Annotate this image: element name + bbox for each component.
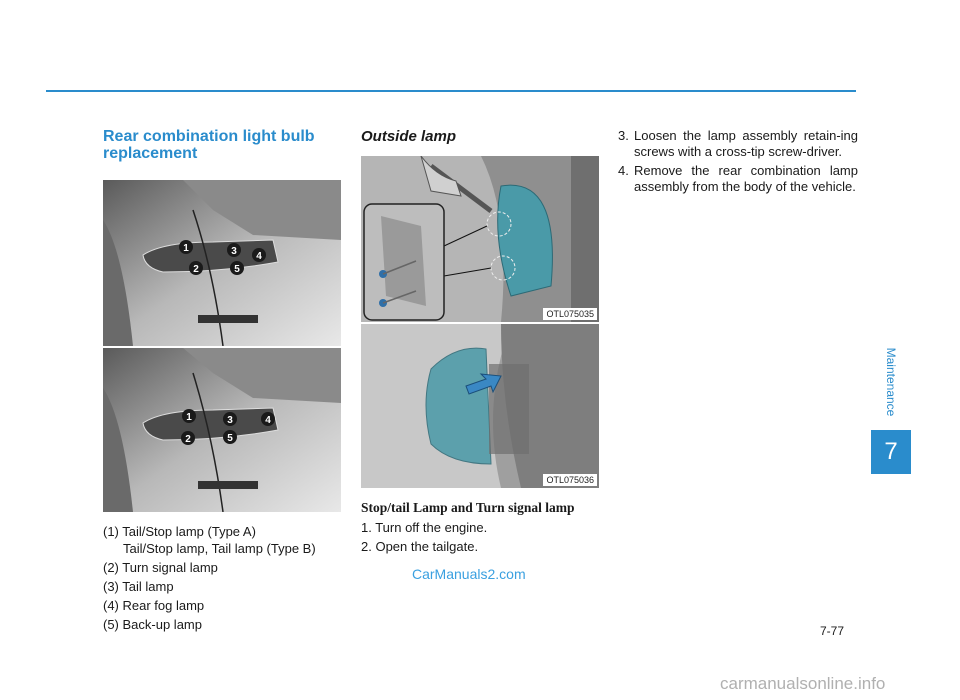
footer-watermark: carmanualsonline.info [720,674,886,693]
step-4 [618,163,858,194]
callout-3: 3 [231,246,237,257]
step-3-text: Loosen the lamp assembly retain-ing screws with a cross-tip screw-driver. [634,128,858,159]
figure-group-type-a-b [103,180,343,512]
section-heading: Rear combination light bulb replacement [103,128,315,162]
figure-code-2: OTL075036 [543,474,597,486]
figure-rear-lamp-type-a [103,180,341,346]
step-4-text: Remove the rear combination lamp assembly from the body of the vehicle. [634,163,858,194]
chapter-side-tab [871,340,911,424]
svg-text:1: 1 [186,412,192,423]
column-right [618,128,858,198]
step-3 [618,128,858,159]
caption-5: (5) Back-up lamp [103,617,202,632]
chapter-number-badge: 7 [871,430,911,474]
caption-1: (1) Tail/Stop lamp (Type A) [103,524,256,539]
step-1: 1. Turn off the engine. [361,520,488,535]
callout-2: 2 [193,264,199,275]
steps-right [618,128,858,194]
column-left [103,128,343,634]
figure-remove-screws [361,156,599,322]
callout-5: 5 [234,264,240,275]
svg-text:4: 4 [265,415,271,426]
step-3-number: 3. [618,128,629,143]
page-number: 7-77 [820,624,845,638]
svg-text:3: 3 [227,415,233,426]
caption-3: (3) Tail lamp [103,579,174,594]
figure-code-1: OTL075035 [543,308,597,320]
figure-remove-lamp-assembly [361,322,599,488]
column-middle [361,128,601,556]
callout-1: 1 [183,243,189,254]
figure-group-outside [361,156,601,488]
caption-2: (2) Turn signal lamp [103,560,218,575]
svg-text:5: 5 [227,433,233,444]
figure-captions [103,522,343,634]
steps-left [361,518,601,556]
outside-lamp-heading: Outside lamp [361,128,457,145]
header-rule [46,90,856,92]
figure-rear-lamp-type-b [103,346,341,512]
svg-text:2: 2 [185,434,191,445]
watermark-text: CarManuals2.com [412,566,526,582]
stop-tail-lamp-title: Stop/tail Lamp and Turn signal lamp [361,500,575,515]
caption-4: (4) Rear fog lamp [103,598,205,613]
step-4-number: 4. [618,163,629,178]
chapter-label: Maintenance [884,347,898,417]
step-2: 2. Open the tailgate. [361,539,479,554]
caption-1-type-b: Tail/Stop lamp, Tail lamp (Type B) [123,541,316,556]
callout-4: 4 [256,251,262,262]
